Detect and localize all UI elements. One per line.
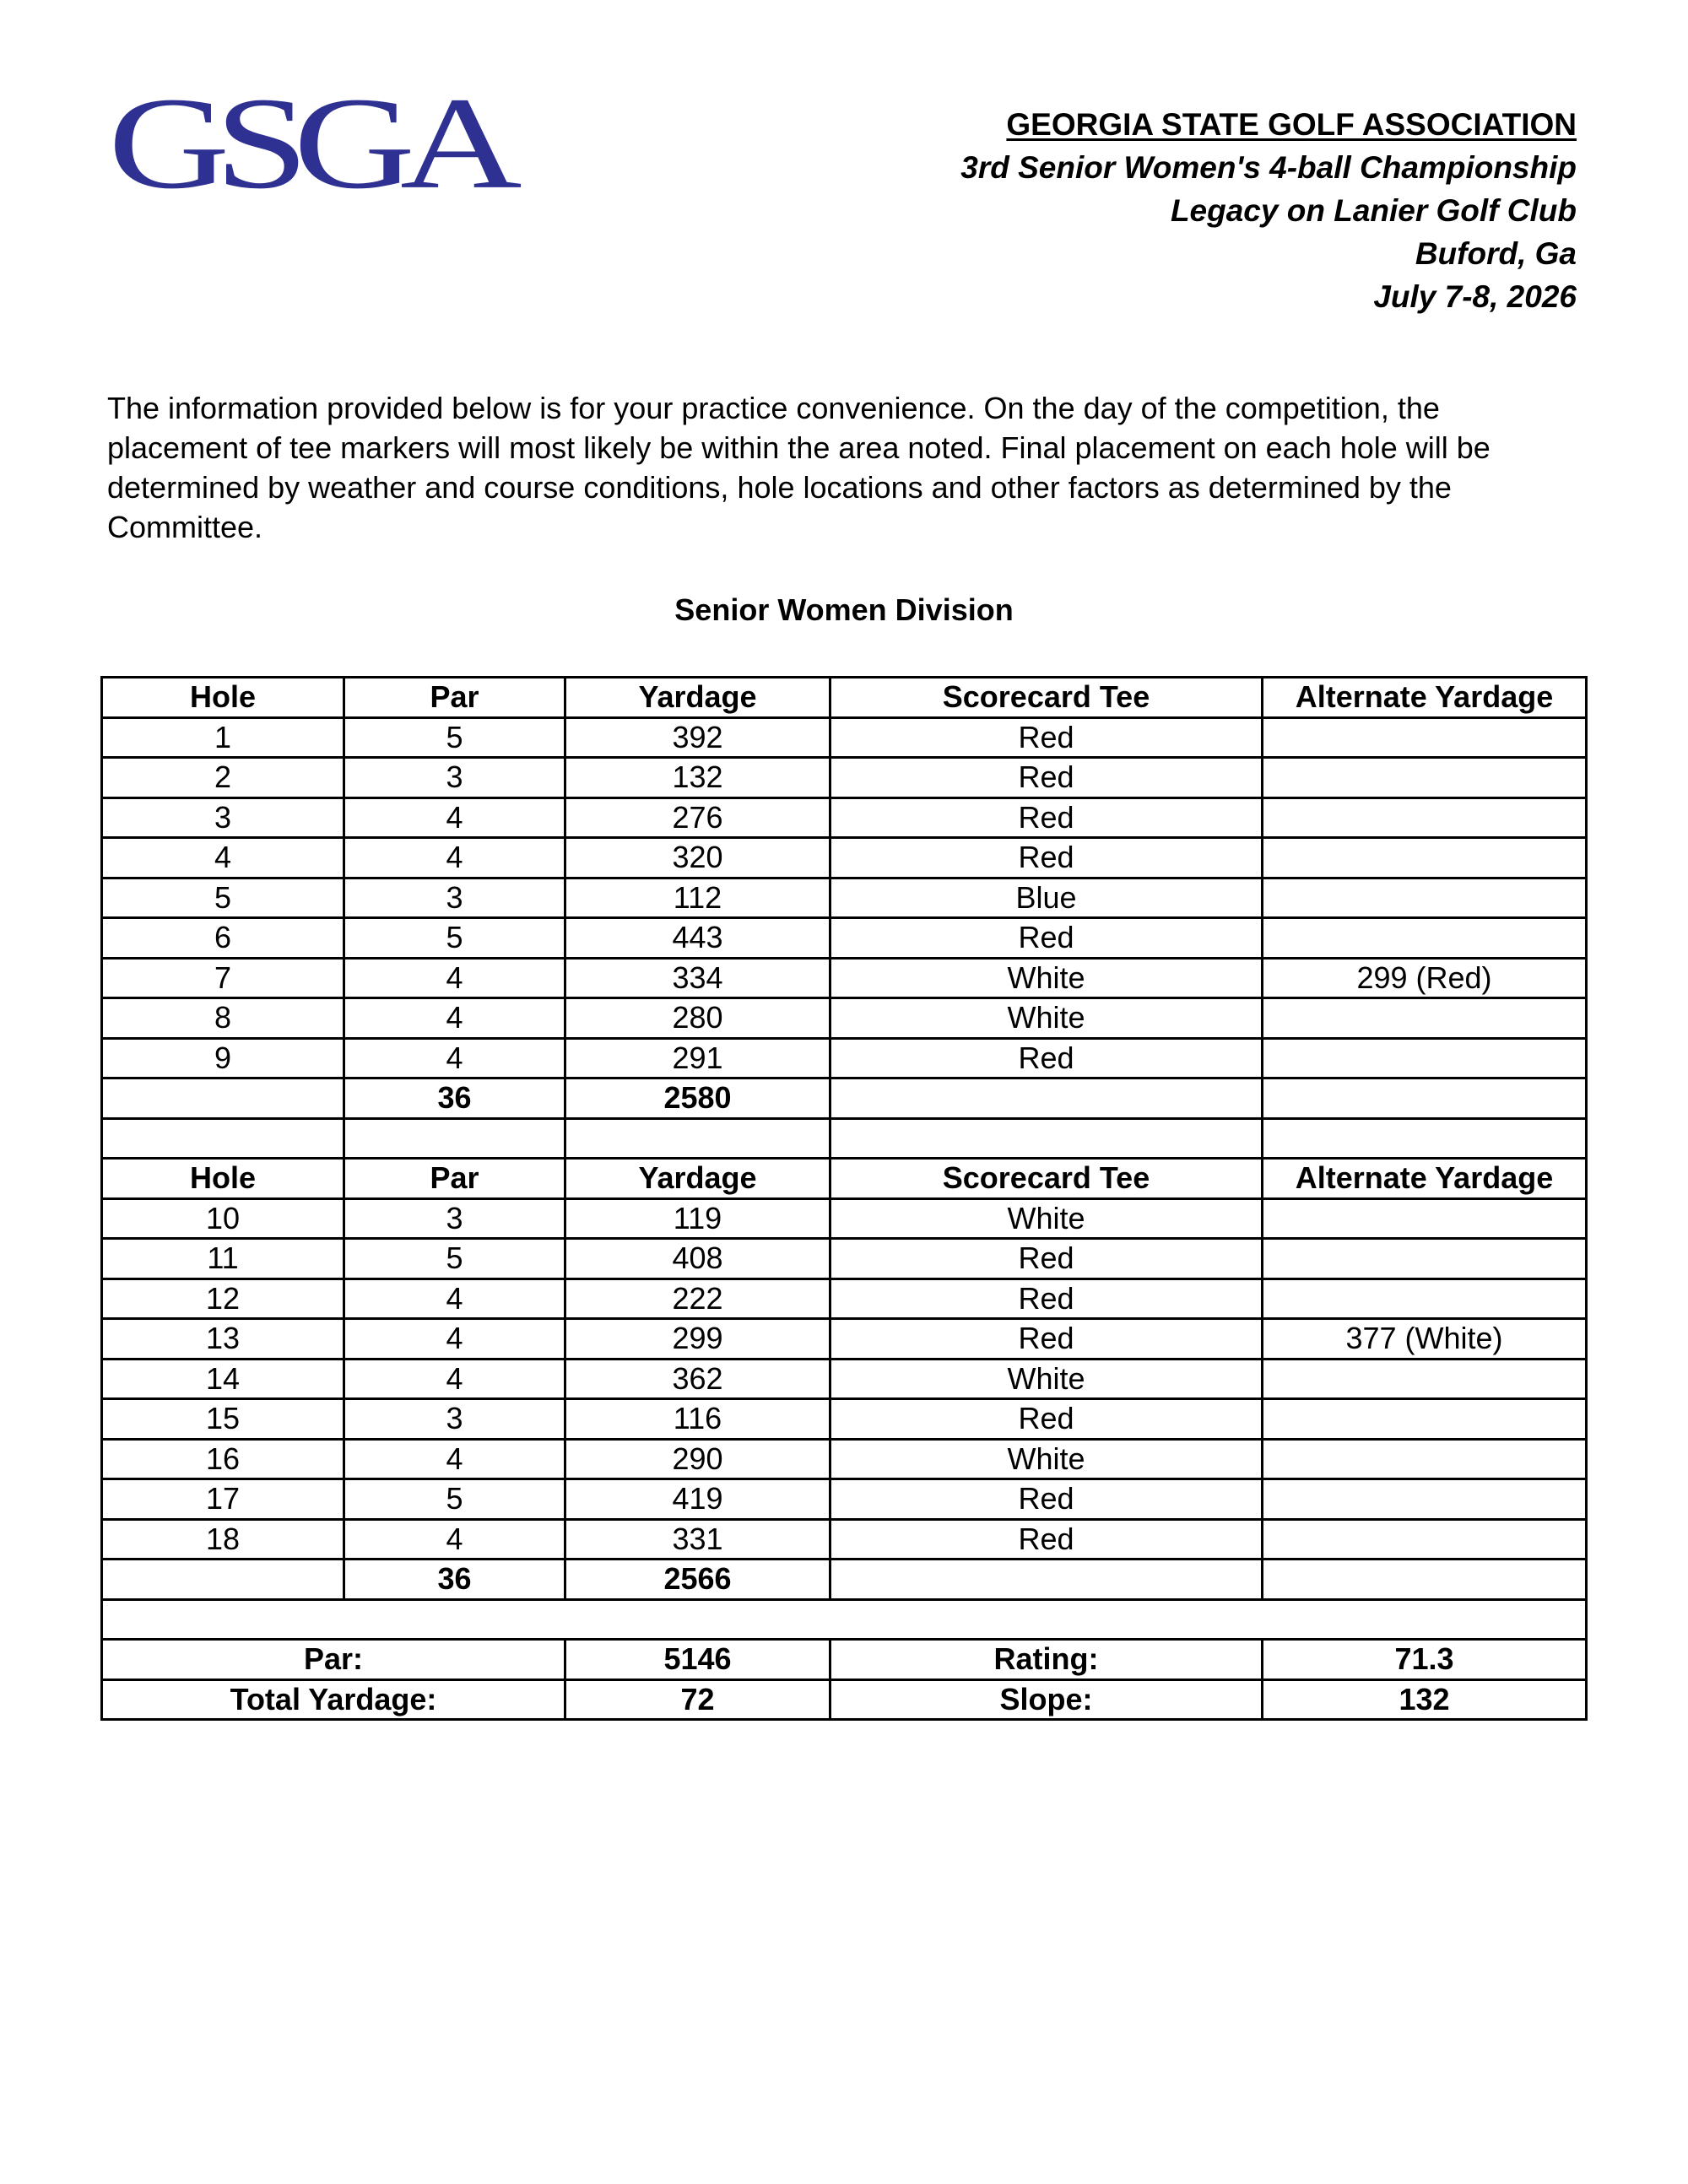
yardage-cell: 132 bbox=[565, 758, 830, 798]
back-nine-total-row bbox=[102, 1560, 1587, 1600]
table-row bbox=[102, 1479, 1587, 1520]
hole-cell: 6 bbox=[102, 918, 344, 959]
tee-cell: White bbox=[830, 1439, 1263, 1479]
yardage-cell: 119 bbox=[565, 1198, 830, 1239]
alt-yardage-cell bbox=[1263, 1519, 1587, 1560]
hole-cell: 3 bbox=[102, 797, 344, 838]
event-name: 3rd Senior Women's 4-ball Championship bbox=[960, 150, 1577, 185]
par-cell: 4 bbox=[344, 1519, 565, 1560]
empty-cell bbox=[102, 1560, 344, 1600]
par-cell: 4 bbox=[344, 1038, 565, 1078]
rating-label: Rating: bbox=[830, 1640, 1263, 1680]
empty-cell bbox=[344, 1118, 565, 1159]
yardage-cell: 276 bbox=[565, 797, 830, 838]
par-cell: 4 bbox=[344, 1279, 565, 1319]
table-row bbox=[102, 958, 1587, 998]
column-header-alternate-yardage: Alternate Yardage bbox=[1263, 1159, 1587, 1199]
tee-cell: Red bbox=[830, 1519, 1263, 1560]
yardage-cell: 116 bbox=[565, 1399, 830, 1440]
alt-yardage-cell bbox=[1263, 998, 1587, 1039]
hole-cell: 1 bbox=[102, 717, 344, 758]
spacer-row bbox=[102, 1599, 1587, 1640]
yardage-cell: 408 bbox=[565, 1239, 830, 1279]
alt-yardage-cell bbox=[1263, 758, 1587, 798]
scorecard-table bbox=[100, 676, 1588, 1721]
intro-paragraph: The information provided below is for your practice convenience. On the day of the competition, the placement of tee markers will most likely be within the area noted. Final placement on each hole will be determined by weather and course conditions, hole locations and other factors as determined by the Committee. bbox=[107, 391, 1491, 544]
document-header bbox=[960, 103, 1577, 318]
yardage-cell: 291 bbox=[565, 1038, 830, 1078]
column-header-hole: Hole bbox=[102, 678, 344, 718]
hole-cell: 13 bbox=[102, 1319, 344, 1360]
table-row bbox=[102, 918, 1587, 959]
table-row bbox=[102, 758, 1587, 798]
yardage-cell: 334 bbox=[565, 958, 830, 998]
column-header-yardage: Yardage bbox=[565, 1159, 830, 1199]
table-row bbox=[102, 1038, 1587, 1078]
tee-cell: White bbox=[830, 1359, 1263, 1399]
tee-cell: Red bbox=[830, 1319, 1263, 1360]
front-yardage-total: 2580 bbox=[565, 1078, 830, 1119]
empty-cell bbox=[830, 1560, 1263, 1600]
hole-cell: 2 bbox=[102, 758, 344, 798]
yardage-cell: 222 bbox=[565, 1279, 830, 1319]
par-cell: 3 bbox=[344, 878, 565, 918]
column-header-scorecard-tee: Scorecard Tee bbox=[830, 678, 1263, 718]
par-cell: 4 bbox=[344, 797, 565, 838]
table-row bbox=[102, 1399, 1587, 1440]
table-row bbox=[102, 1198, 1587, 1239]
hole-cell: 7 bbox=[102, 958, 344, 998]
summary-row-par bbox=[102, 1640, 1587, 1680]
hole-cell: 18 bbox=[102, 1519, 344, 1560]
alt-yardage-cell bbox=[1263, 1359, 1587, 1399]
table-row bbox=[102, 838, 1587, 878]
par-cell: 4 bbox=[344, 958, 565, 998]
table-row bbox=[102, 1319, 1587, 1360]
gsga-logo bbox=[108, 70, 507, 226]
total-yardage-value: 72 bbox=[565, 1679, 830, 1720]
column-header-alternate-yardage: Alternate Yardage bbox=[1263, 678, 1587, 718]
tee-cell: Red bbox=[830, 1279, 1263, 1319]
total-yardage-label: Total Yardage: bbox=[102, 1679, 565, 1720]
table-row bbox=[102, 878, 1587, 918]
empty-cell bbox=[1263, 1118, 1587, 1159]
yardage-cell: 392 bbox=[565, 717, 830, 758]
yardage-cell: 320 bbox=[565, 838, 830, 878]
alt-yardage-cell bbox=[1263, 717, 1587, 758]
empty-cell bbox=[102, 1118, 344, 1159]
slope-value: 132 bbox=[1263, 1679, 1587, 1720]
par-cell: 4 bbox=[344, 998, 565, 1039]
tee-cell: Red bbox=[830, 1399, 1263, 1440]
hole-cell: 12 bbox=[102, 1279, 344, 1319]
alt-yardage-cell bbox=[1263, 1198, 1587, 1239]
tee-cell: Blue bbox=[830, 878, 1263, 918]
empty-cell bbox=[1263, 1560, 1587, 1600]
rating-value: 71.3 bbox=[1263, 1640, 1587, 1680]
alt-yardage-cell bbox=[1263, 1239, 1587, 1279]
alt-yardage-cell bbox=[1263, 1038, 1587, 1078]
tee-cell: Red bbox=[830, 758, 1263, 798]
par-cell: 4 bbox=[344, 838, 565, 878]
alt-yardage-cell bbox=[1263, 878, 1587, 918]
table-row bbox=[102, 797, 1587, 838]
par-cell: 5 bbox=[344, 1479, 565, 1520]
yardage-cell: 280 bbox=[565, 998, 830, 1039]
par-cell: 5 bbox=[344, 717, 565, 758]
front-nine-total-row bbox=[102, 1078, 1587, 1119]
tee-cell: Red bbox=[830, 1038, 1263, 1078]
alt-yardage-cell bbox=[1263, 1439, 1587, 1479]
column-header-par: Par bbox=[344, 678, 565, 718]
venue-name: Legacy on Lanier Golf Club bbox=[1170, 193, 1577, 228]
tee-cell: Red bbox=[830, 1479, 1263, 1520]
table-row bbox=[102, 1439, 1587, 1479]
par-cell: 3 bbox=[344, 758, 565, 798]
hole-cell: 5 bbox=[102, 878, 344, 918]
front-par-total: 36 bbox=[344, 1078, 565, 1119]
hole-cell: 17 bbox=[102, 1479, 344, 1520]
tee-cell: Red bbox=[830, 1239, 1263, 1279]
back-nine-header-row bbox=[102, 1159, 1587, 1199]
alt-yardage-cell bbox=[1263, 1399, 1587, 1440]
slope-label: Slope: bbox=[830, 1679, 1263, 1720]
hole-cell: 8 bbox=[102, 998, 344, 1039]
alt-yardage-cell bbox=[1263, 918, 1587, 959]
empty-cell bbox=[102, 1078, 344, 1119]
par-value: 5146 bbox=[565, 1640, 830, 1680]
tee-cell: Red bbox=[830, 717, 1263, 758]
empty-cell bbox=[1263, 1078, 1587, 1119]
alt-yardage-cell bbox=[1263, 838, 1587, 878]
empty-cell bbox=[565, 1118, 830, 1159]
par-cell: 5 bbox=[344, 918, 565, 959]
column-header-hole: Hole bbox=[102, 1159, 344, 1199]
column-header-scorecard-tee: Scorecard Tee bbox=[830, 1159, 1263, 1199]
tee-cell: Red bbox=[830, 918, 1263, 959]
hole-cell: 15 bbox=[102, 1399, 344, 1440]
back-yardage-total: 2566 bbox=[565, 1560, 830, 1600]
column-header-par: Par bbox=[344, 1159, 565, 1199]
par-cell: 3 bbox=[344, 1198, 565, 1239]
empty-cell bbox=[830, 1078, 1263, 1119]
yardage-cell: 331 bbox=[565, 1519, 830, 1560]
empty-cell bbox=[830, 1118, 1263, 1159]
par-cell: 4 bbox=[344, 1439, 565, 1479]
yardage-cell: 290 bbox=[565, 1439, 830, 1479]
hole-cell: 4 bbox=[102, 838, 344, 878]
table-row bbox=[102, 1519, 1587, 1560]
column-header-yardage: Yardage bbox=[565, 678, 830, 718]
alt-yardage-cell: 299 (Red) bbox=[1263, 958, 1587, 998]
par-cell: 4 bbox=[344, 1359, 565, 1399]
division-title: Senior Women Division bbox=[674, 592, 1014, 627]
yardage-cell: 362 bbox=[565, 1359, 830, 1399]
tee-cell: Red bbox=[830, 838, 1263, 878]
spacer-row bbox=[102, 1118, 1587, 1159]
table-row bbox=[102, 1359, 1587, 1399]
table-row bbox=[102, 1239, 1587, 1279]
par-cell: 5 bbox=[344, 1239, 565, 1279]
tee-cell: White bbox=[830, 958, 1263, 998]
hole-cell: 10 bbox=[102, 1198, 344, 1239]
front-nine-header-row bbox=[102, 678, 1587, 718]
tee-cell: White bbox=[830, 998, 1263, 1039]
back-par-total: 36 bbox=[344, 1560, 565, 1600]
yardage-cell: 112 bbox=[565, 878, 830, 918]
alt-yardage-cell bbox=[1263, 1279, 1587, 1319]
event-dates: July 7-8, 2026 bbox=[1373, 279, 1577, 314]
hole-cell: 14 bbox=[102, 1359, 344, 1399]
organization-name: GEORGIA STATE GOLF ASSOCIATION bbox=[1006, 107, 1577, 142]
tee-cell: Red bbox=[830, 797, 1263, 838]
table-row bbox=[102, 717, 1587, 758]
tee-cell: White bbox=[830, 1198, 1263, 1239]
hole-cell: 11 bbox=[102, 1239, 344, 1279]
par-cell: 3 bbox=[344, 1399, 565, 1440]
summary-row-yardage bbox=[102, 1679, 1587, 1720]
empty-cell bbox=[102, 1599, 1587, 1640]
table-row bbox=[102, 1279, 1587, 1319]
alt-yardage-cell bbox=[1263, 1479, 1587, 1520]
yardage-cell: 299 bbox=[565, 1319, 830, 1360]
alt-yardage-cell bbox=[1263, 797, 1587, 838]
yardage-cell: 419 bbox=[565, 1479, 830, 1520]
alt-yardage-cell: 377 (White) bbox=[1263, 1319, 1587, 1360]
table-row bbox=[102, 998, 1587, 1039]
hole-cell: 9 bbox=[102, 1038, 344, 1078]
event-location: Buford, Ga bbox=[1415, 236, 1577, 271]
logo-text: GSGA bbox=[108, 70, 507, 217]
par-label: Par: bbox=[102, 1640, 565, 1680]
hole-cell: 16 bbox=[102, 1439, 344, 1479]
yardage-cell: 443 bbox=[565, 918, 830, 959]
par-cell: 4 bbox=[344, 1319, 565, 1360]
